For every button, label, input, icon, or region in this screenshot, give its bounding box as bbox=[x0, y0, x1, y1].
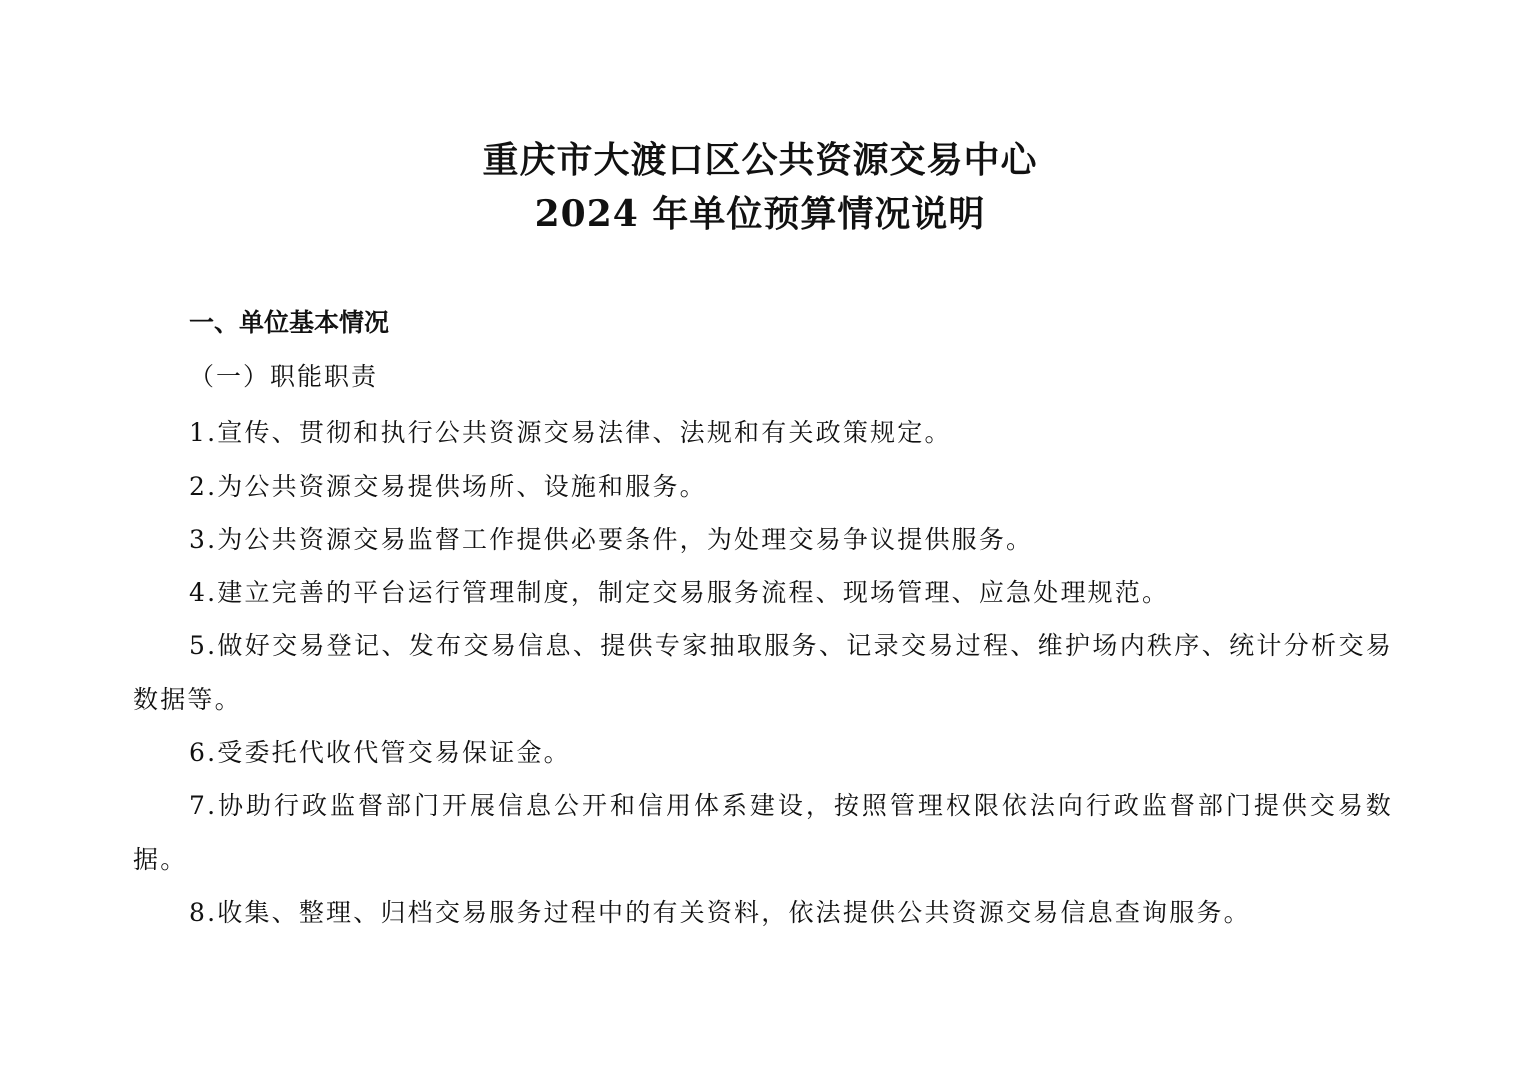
duty-item-6: 6.受委托代收代管交易保证金。 bbox=[189, 738, 571, 767]
section-heading: 一、单位基本情况 bbox=[189, 308, 390, 337]
duty-item-7: 7.协助行政监督部门开展信息公开和信用体系建设，按照管理权限依法向行政监督部门提供交易数据。 bbox=[133, 791, 1393, 874]
document-title-line1: 重庆市大渡口区公共资源交易中心 bbox=[482, 139, 1038, 181]
duty-item-8: 8.收集、整理、归档交易服务过程中的有关资料，依法提供公共资源交易信息查询服务。 bbox=[189, 898, 1251, 927]
duty-item-1: 1.宣传、贯彻和执行公共资源交易法律、法规和有关政策规定。 bbox=[189, 418, 952, 447]
duty-item-4: 4.建立完善的平台运行管理制度，制定交易服务流程、现场管理、应急处理规范。 bbox=[189, 578, 1170, 607]
duty-item-3: 3.为公共资源交易监督工作提供必要条件，为处理交易争议提供服务。 bbox=[189, 525, 1034, 554]
sub-heading: （一）职能职责 bbox=[189, 362, 379, 391]
duty-item-5: 5.做好交易登记、发布交易信息、提供专家抽取服务、记录交易过程、维护场内秩序、统计分析交易数据等。 bbox=[133, 631, 1393, 714]
duty-item-2: 2.为公共资源交易提供场所、设施和服务。 bbox=[189, 472, 707, 501]
document-title-line2: 2024 年单位预算情况说明 bbox=[534, 193, 986, 235]
